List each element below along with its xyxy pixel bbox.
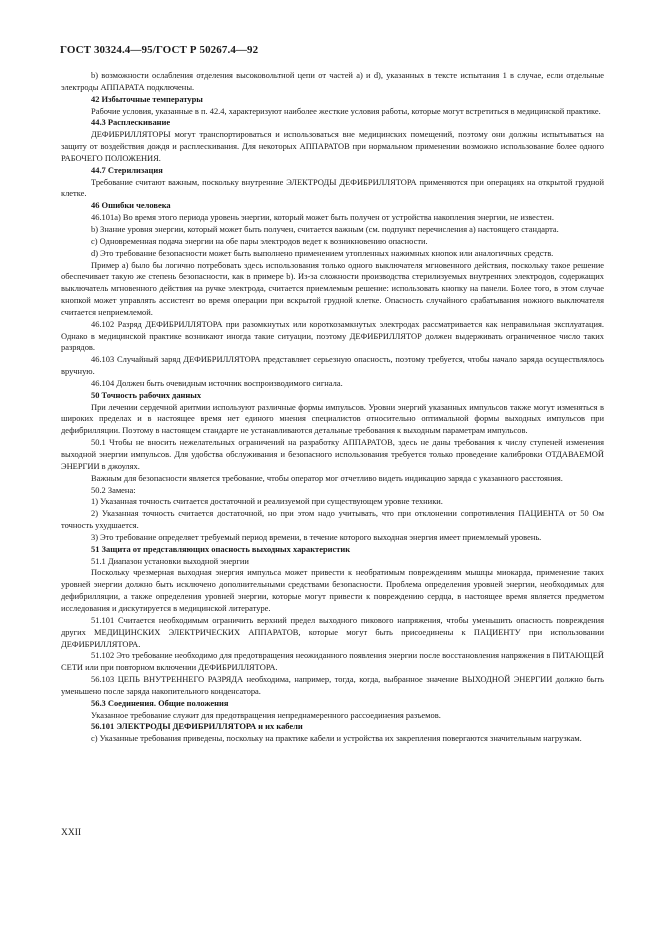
- paragraph: 46.103 Случайный заряд ДЕФИБРИЛЛЯТОРА представляет серьезную опасность, поэтому требуется, чтобы начало заряда осуществлялось вручную.: [61, 354, 604, 377]
- paragraph: b) возможности ослабления отделения высоковольтной цепи от частей а) и d), указанных в тексте испытания 1 в случае, если отдельные электроды АППАРАТА подключены.: [61, 70, 604, 92]
- paragraph: При лечении сердечной аритмии используют различные формы импульсов. Уровни энергий указанных импульсов также могут изменяться в широких пределах и в настоящее время нет единого мнения специалистов относительно оптимальной формы выходных импульсов при дефибрилляции. Поэтому в настоящем стандарте не устанавливаются детальные требования к выходным параметрам импульсов.: [61, 401, 604, 436]
- paragraph: d) Это требование безопасности может быть выполнено применением утопленных нажимных кнопок или аналогичных средств.: [91, 247, 554, 258]
- paragraph: 2) Указанная точность считается достаточной, но при этом надо учитывать, что при отклонении сопротивления ПАЦИЕНТА от 50 Ом точность ухудшается.: [61, 508, 604, 531]
- section-heading: 46 Ошибки человека: [91, 200, 171, 211]
- paragraph: b) Знание уровня энергии, который может быть получен, считается важным (см. подпункт перечисления а) настоящего стандарта.: [91, 223, 559, 234]
- page-number: XXII: [61, 828, 82, 838]
- paragraph: 56.103 ЦЕПЬ ВНУТРЕННЕГО РАЗРЯДА необходима, например, тогда, когда, выбранное значение ВЫХОДНОЙ ЭНЕРГИИ должно быть уменьшено после заряда накопительного конденсатора.: [61, 674, 604, 696]
- paragraph: 46.102 Разряд ДЕФИБРИЛЛЯТОРА при разомкнутых или короткозамкнутых электродах рассматривается как неправильная эксплуатация. Однако в медицинской практике возникают иногда такие ситуации, поэтому ДЕФИБРИЛЛЯТОР должен выдерживать ограниченное число таких разрядов.: [61, 318, 604, 353]
- paragraph: 46.101а) Во время этого периода уровень энергии, который может быть получен от устройства накопления энергии, не известен.: [91, 212, 554, 223]
- section-heading: 51 Защита от представляющих опасность выходных характеристик: [91, 543, 351, 554]
- paragraph: Пример а) было бы логично потребовать здесь использования только одного выключателя мгновенного действия, поскольку такое решение обеспечивает такую же степень безопасности, как в примере b). Из-за сложности производства стерилизуемых внутренних электродов, содержащих выключатель мгновенного действия на ручке электрода, считается приемлемым решение: использовать кнопку на панели. Более того, в этом случае кнопкой может управлять ассистент во время операции при вскрытой грудной клетке. Опасность случайного срабатывания ножного выключателя считается неприемлемой.: [61, 259, 604, 317]
- paragraph: Важным для безопасности является требование, чтобы оператор мог отчетливо видеть индикацию заряда с указанного расстояния.: [91, 472, 563, 483]
- paragraph: Поскольку чрезмерная выходная энергия импульса может привести к необратимым повреждениям мышцы миокарда, применение таких уровней энергии должно быть исключено дополнительными средствами безопасности. Проблема определения уровней энергии, необходимых для дефибрилляции, а также определения уровней энергии, которые могут привести к повреждению сердца, в настоящее время является предметом исследования и дискутируется в медицинской литературе.: [61, 567, 604, 613]
- section-heading: 56.3 Соединения. Общие положения: [91, 697, 229, 708]
- paragraph: Указанное требование служит для предотвращения непреднамеренного рассоединения разъемов.: [91, 709, 441, 720]
- paragraph: 50.2 Замена:: [91, 484, 136, 495]
- page-header: ГОСТ 30324.4—95/ГОСТ Р 50267.4—92: [60, 44, 259, 56]
- paragraph: 50.1 Чтобы не вносить нежелательных ограничений на разработку АППАРАТОВ, здесь не даны требования к числу ступеней изменения выходной энергии импульсов. Для удобства обслуживания и безопасного использования требуется только проведение калибровки ОТДАВАЕМОЙ ЭНЕРГИИ в джоулях.: [61, 437, 604, 471]
- section-heading: 42 Избыточные температуры: [91, 93, 203, 104]
- page-body: [61, 70, 604, 745]
- section-heading: 50 Точность рабочих данных: [91, 389, 202, 400]
- paragraph: 3) Это требование определяет требуемый период времени, в течение которого выходная энергия имеет приемлемый уровень.: [91, 531, 542, 542]
- paragraph: 51.102 Это требование необходимо для предотвращения неожиданного появления энергии после восстановления напряжения в ПИТАЮЩЕЙ СЕТИ или при повторном включении ДЕФИБРИЛЛЯТОРА.: [61, 650, 604, 673]
- paragraph: 1) Указанная точность считается достаточной и реализуемой при существующем уровне техники.: [91, 496, 443, 507]
- paragraph: Рабочие условия, указанные в п. 42.4, характеризуют наиболее жесткие условия работы, которые могут встретиться в медицинской практике.: [91, 105, 601, 116]
- paragraph: с) Указанные требования приведены, поскольку на практике кабели и устройства их закрепления повергаются значительным нагрузкам.: [91, 733, 582, 744]
- paragraph: c) Одновременная подача энергии на обе пары электродов ведет к возникновению опасности.: [91, 235, 428, 246]
- paragraph: 51.1 Диапазон установки выходной энергии: [91, 555, 249, 566]
- section-heading: 44.7 Стерилизация: [91, 164, 163, 175]
- paragraph: ДЕФИБРИЛЛЯТОРЫ могут транспортироваться и использоваться вне медицинских помещений, поэтому они должны испытываться на защиту от воздействия дождя и расплескивания. Для некоторых АППАРАТОВ при нормальном применении возможно использование более одного РАБОЧЕГО ПОЛОЖЕНИЯ.: [61, 129, 604, 163]
- paragraph: 51.101 Считается необходимым ограничить верхний предел выходного пикового напряжения, чтобы уменьшить опасность повреждения других МЕДИЦИНСКИХ ЭЛЕКТРИЧЕСКИХ АППАРАТОВ, которые могут быть присоединены к ПАЦИЕНТУ при использовании ДЕФИБРИЛЛЯТОРА.: [61, 614, 604, 649]
- paragraph: 46.104 Должен быть очевидным источник воспроизводимого сигнала.: [91, 377, 343, 388]
- section-heading: 44.3 Расплескивание: [91, 117, 171, 128]
- paragraph: Требование считают важным, поскольку внутренние ЭЛЕКТРОДЫ ДЕФИБРИЛЛЯТОРА применяются при операциях на открытой грудной клетке.: [61, 176, 604, 199]
- section-heading: 56.101 ЭЛЕКТРОДЫ ДЕФИБРИЛЛЯТОРА и их кабели: [91, 721, 303, 732]
